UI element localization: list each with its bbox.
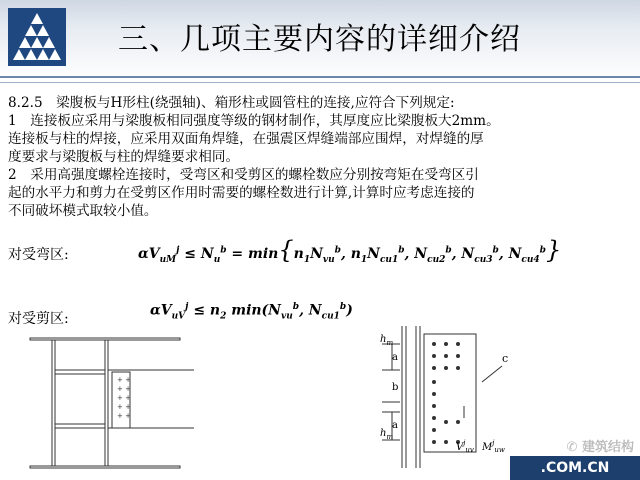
label-m: $M^j_{uw}$ [482,439,505,454]
body-line: 2 采用高强度螺栓连接时，受弯区和受剪区的螺栓数应分别按弯矩在受弯区引 [8,167,479,183]
label-b: b [392,382,399,393]
shear-zone-label: 对受剪区: [8,311,69,327]
svg-text:+ +: + + [117,385,131,393]
svg-text:+ +: + + [117,412,131,420]
label-a-top: a [392,352,398,363]
label-h-bottom: $h_m$ [380,428,394,441]
logo-icon [8,8,66,66]
body-line: 起的水平力和剪力在受剪区作用时需要的螺栓数进行计算,计算时应考虑连接的 [8,185,475,201]
bolt-group-diagram [352,322,522,472]
wechat-icon: ✆ [566,440,578,455]
body-line: 不同破坏模式取较小值。 [8,203,158,219]
watermark-url: .COM.CN [510,456,640,480]
bending-formula: $\alpha V_{uM}^j \le N_u^b = \min\{n_1N_{vu}^b$, $n_1N_{cu1}^b$, $N_{cu2}^b$, $N_{cu3}^b$, $N_{cu4}^b$} [138,236,562,265]
svg-text:+ +: + + [117,376,131,384]
clause-heading: 8.2.5 梁腹板与H形柱(绕强轴)、箱形柱或圆管柱的连接,应符合下列规定: [8,95,455,111]
svg-text:+ +: + + [117,403,131,411]
svg-text:+ +: + + [117,394,131,402]
body-line: 度要求与梁腹板与柱的焊缝要求相同。 [8,149,240,165]
label-v: $V^j_{uv}$ [456,439,474,454]
header-divider [0,76,640,78]
connection-elevation-drawing [22,334,202,474]
label-a-bottom: a [392,420,398,431]
body-line: 连接板与柱的焊接，应采用双面角焊缝，在强震区焊缝端部应围焊，对焊缝的厚 [8,131,484,147]
watermark-text: ✆ 建筑结构 [566,440,634,455]
shear-formula: $\alpha V_{uV}^j \le n_2$ $\min(N_{vu}^b$, $N_{cu1}^b$) [150,302,353,322]
body-line: 1 连接板应采用与梁腹板相同强度等级的钢材制作，其厚度应比梁腹板大2mm。 [8,113,500,129]
slide-title: 三、几项主要内容的详细介绍 [118,22,521,57]
label-h-top: $h_m$ [380,334,394,347]
label-c: c [502,352,509,365]
bending-zone-label: 对受弯区: [8,247,69,263]
header-divider-thin [0,82,640,83]
